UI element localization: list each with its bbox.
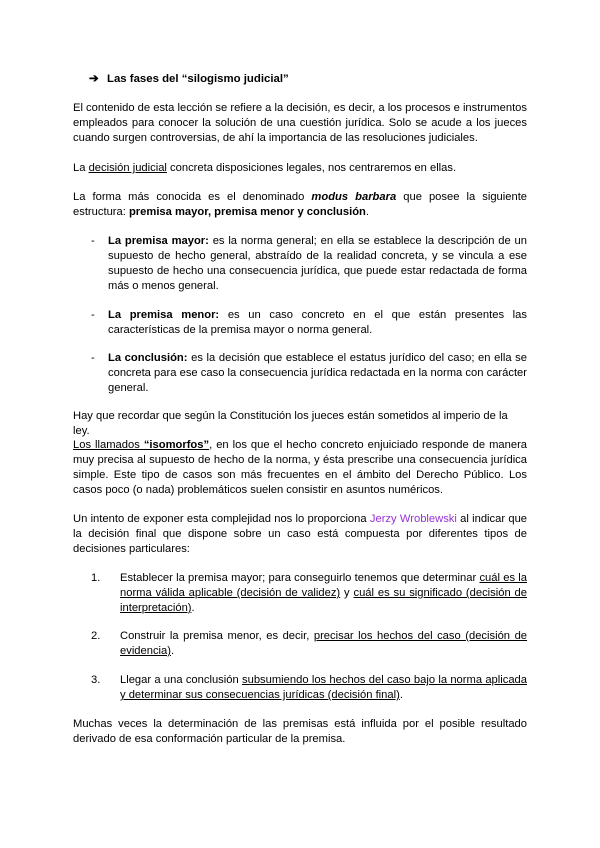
section-heading (89, 71, 289, 85)
bullet-marker: - (91, 235, 95, 247)
wroblewski-link[interactable]: Jerzy Wroblewski (369, 513, 457, 525)
bullet-text (108, 308, 527, 338)
isomorfos-paragraph (73, 438, 527, 498)
p2-post: concreta disposiciones legales, nos centraremos en ellas. (170, 162, 457, 174)
step-pre: Establecer la premisa mayor; para conseguirlo tenemos que determinar (120, 572, 477, 584)
step-pre: Llegar a una conclusión (120, 674, 239, 686)
p6-post: al indicar que la decisión final que dispone sobre un caso está compuesta por diferentes tipos de decisiones particulares: (73, 513, 528, 555)
step-end: . (191, 602, 195, 614)
step-number: 3. (91, 674, 101, 686)
bullet-body: es un caso concreto en el que están presentes las características de la premisa mayor o norma general. (108, 309, 527, 336)
bullet-marker: - (91, 352, 95, 364)
isomorfos-link[interactable] (73, 439, 209, 451)
final-decision-link[interactable]: subsumiendo los hechos del caso bajo la norma aplicada y determinar sus consecuencias jurídicas (decisión final) (120, 674, 527, 701)
p6-pre: Un intento de exponer esta complejidad nos lo proporciona (73, 513, 367, 525)
bullet-body: es la decisión que establece el estatus jurídico del caso; en ella se concreta para ese caso la consecuencia jurídica redactada en la norma con carácter general. (108, 352, 527, 394)
structure-term: premisa mayor, premisa menor y conclusión (128, 206, 366, 218)
bullet-text (108, 351, 527, 396)
bullet-term: La premisa menor: (108, 309, 220, 321)
closing-paragraph: Muchas veces la determinación de las premisas está influida por el posible resultado derivado de esa conformación particular de la premisa. (73, 718, 527, 745)
intro-paragraph: El contenido de esta lección se refiere a la decisión, es decir, a los procesos e instrumentos empleados para conocer la solución de una cuestión jurídica. Solo se acude a los jueces cuando surgen controversias, de ahí la importancia de las resoluciones judiciales. (73, 102, 527, 144)
heading-text: Las fases del “silogismo judicial” (107, 73, 289, 85)
step-pre: Construir la premisa menor, es decir, (120, 630, 310, 642)
step-text (120, 571, 527, 616)
step-text (120, 629, 527, 659)
isomorfos-term: “isomorfos” (143, 439, 210, 451)
step-mid: y (344, 587, 350, 599)
bullet-marker: - (91, 309, 95, 321)
validity-decision-link[interactable]: cuál es la norma válida aplicable (decisión de validez) (120, 572, 527, 599)
step-end: . (399, 689, 403, 701)
bullet-term: La conclusión: (108, 352, 188, 364)
evidence-decision-link[interactable]: precisar los hechos del caso (decisión de evidencia) (120, 630, 528, 657)
p3-pre: La forma más conocida es el denominado (73, 191, 305, 203)
step-text (120, 673, 527, 703)
step-number: 1. (91, 572, 101, 584)
modus-barbara-paragraph (73, 190, 527, 220)
interpretation-decision-link[interactable]: cuál es su significado (decisión de interpretación) (120, 587, 527, 614)
bullet-term: La premisa mayor: (108, 235, 209, 247)
p5-rest: , en los que el hecho concreto enjuiciado responde de manera muy precisa al supuesto de hecho de la norma, y ésta prescribe una consecuencia jurídica simple. Este tipo de casos son más frecuentes en el ámbito del Derecho Público. Los casos poco (o nada) problemáticos suelen consistir en asuntos numéricos. (73, 439, 528, 496)
step-number: 2. (91, 630, 101, 642)
p3-end: . (365, 206, 369, 218)
bullet-body: es la norma general; en ella se establece la descripción de un supuesto de hecho general, abstraído de la realidad concreta, y se vincula a ese supuesto de hecho una consecuencia jurídica, que puede estar redactada de forma más o menos general. (108, 235, 527, 292)
step-end: . (171, 645, 175, 657)
bullet-text (108, 234, 527, 294)
constitution-paragraph: Hay que recordar que según la Constitución los jueces están sometidos al imperio de la ley. (73, 410, 508, 437)
modus-barbara-term: modus barbara (311, 191, 397, 203)
arrow-icon: ➔ (89, 73, 99, 85)
wroblewski-paragraph (73, 512, 527, 557)
decision-judicial-link[interactable]: decisión judicial (88, 162, 167, 174)
isomorfos-link-text: Los llamados (73, 439, 140, 451)
judicial-decision-paragraph (73, 161, 527, 176)
p3-mid: que posee la siguiente estructura: (73, 191, 528, 218)
p2-pre: La (73, 162, 86, 174)
